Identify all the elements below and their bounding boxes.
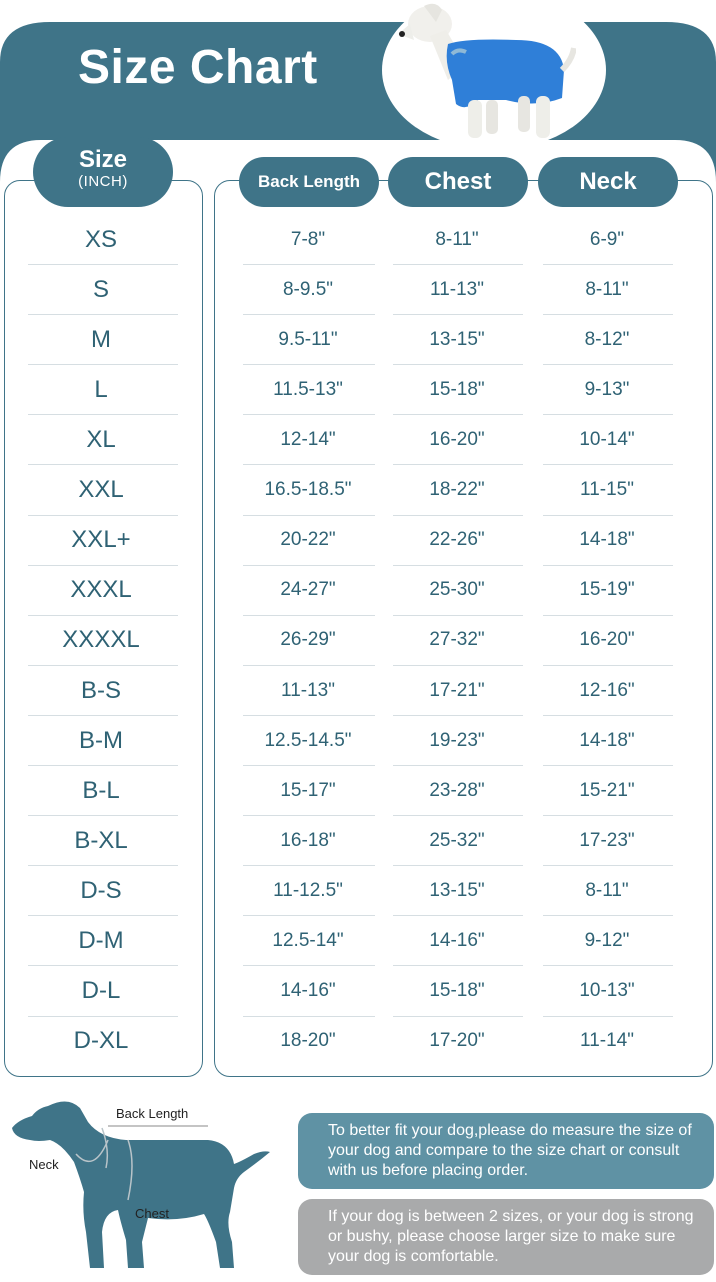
back-length-label: Back Length (116, 1106, 189, 1121)
row-divider (393, 414, 523, 415)
row-divider (393, 314, 523, 315)
size-cell: B-M (79, 726, 123, 754)
size-cell: B-S (80, 676, 121, 704)
size-cell: D-L (81, 977, 121, 1005)
neck-cell: 15-21" (579, 779, 635, 801)
row-divider (393, 765, 523, 766)
row-divider (543, 364, 673, 365)
chest-cell: 16-20" (429, 429, 485, 450)
back-length-cell: 26-29" (280, 629, 336, 651)
back-length-cell: 12.5-14.5" (264, 729, 352, 751)
row-divider (243, 565, 375, 566)
row-divider (543, 815, 673, 816)
row-divider (543, 765, 673, 766)
back-length-cell: 15-17" (280, 779, 336, 801)
row-divider (243, 414, 375, 415)
neck-cell: 10-13" (579, 980, 635, 1002)
back-length-cell: 12.5-14" (272, 930, 344, 951)
row-divider (28, 414, 178, 415)
row-divider (28, 715, 178, 716)
chest-cell: 25-30" (429, 579, 485, 601)
row-divider (393, 865, 523, 866)
between-sizes-note: If your dog is between 2 sizes, or your dog is strong or bushy, please choose larger size to make sure your dog is comfortable. (298, 1199, 714, 1275)
mannequin-dog-shirt-image (396, 0, 576, 150)
row-divider (243, 965, 375, 966)
chest-header: Chest (388, 157, 528, 207)
neck-cell: 8-11" (585, 278, 629, 300)
row-divider (393, 515, 523, 516)
row-divider (243, 665, 375, 666)
row-divider (393, 615, 523, 616)
row-divider (543, 515, 673, 516)
chest-cell: 25-32" (429, 829, 485, 851)
back-length-cell: 9.5-11" (278, 328, 338, 350)
neck-cell: 8-11" (585, 879, 629, 901)
row-divider (243, 515, 375, 516)
neck-label: Neck (29, 1157, 59, 1172)
size-cell: L (94, 375, 108, 403)
row-divider (28, 464, 178, 465)
chest-cell: 15-18" (429, 980, 485, 1002)
row-divider (543, 565, 673, 566)
row-divider (543, 715, 673, 716)
row-divider (28, 314, 178, 315)
size-cell: XL (86, 426, 116, 453)
fit-tip-note: To better fit your dog,please do measure the size of your dog and compare to the size chart or consult with us before placing order. (298, 1113, 714, 1189)
row-divider (543, 1016, 673, 1017)
chest-cell: 22-26" (429, 529, 485, 551)
row-divider (243, 765, 375, 766)
chest-cell: 14-16" (429, 930, 485, 951)
row-divider (28, 915, 178, 916)
row-divider (28, 665, 178, 666)
back-length-cell: 24-27" (280, 579, 336, 601)
row-divider (28, 865, 178, 866)
neck-cell: 17-23" (579, 829, 635, 851)
back-length-cell: 8-9.5" (282, 278, 334, 300)
back-length-cell: 16-18" (280, 829, 336, 851)
chest-cell: 17-21" (429, 679, 485, 701)
row-divider (28, 815, 178, 816)
chest-cell: 23-28" (429, 779, 485, 801)
row-divider (543, 615, 673, 616)
size-cell: D-XL (73, 1027, 129, 1055)
chest-cell: 13-15" (429, 879, 485, 901)
size-cell: XXL+ (71, 526, 131, 554)
row-divider (543, 264, 673, 265)
size-cell: M (91, 325, 111, 353)
size-cell: XXXXL (62, 626, 140, 654)
row-divider (28, 515, 178, 516)
neck-cell: 9-13" (584, 378, 630, 400)
neck-cell: 6-9" (589, 228, 625, 250)
row-divider (393, 715, 523, 716)
row-divider (393, 815, 523, 816)
row-divider (28, 765, 178, 766)
neck-cell: 9-12" (584, 930, 630, 951)
neck-cell: 14-18" (579, 729, 635, 751)
row-divider (543, 665, 673, 666)
size-header (33, 137, 173, 207)
row-divider (393, 965, 523, 966)
size-cell: XS (84, 225, 117, 253)
size-cell: XXL (78, 476, 124, 504)
chest-cell: 8-11" (435, 228, 479, 250)
neck-cell: 11-14" (580, 1030, 634, 1052)
chest-label: Chest (135, 1206, 169, 1221)
row-divider (543, 915, 673, 916)
back-length-cell: 18-20" (280, 1030, 336, 1052)
back-length-header: Back Length (239, 157, 379, 207)
row-divider (393, 264, 523, 265)
row-divider (243, 314, 375, 315)
neck-cell: 14-18" (579, 529, 635, 551)
row-divider (243, 464, 375, 465)
neck-cell: 11-15" (580, 479, 634, 501)
chest-cell: 27-32" (429, 629, 485, 651)
neck-cell: 8-12" (584, 328, 630, 350)
row-divider (28, 1016, 178, 1017)
size-cell: D-S (80, 876, 122, 904)
back-length-cell: 16.5-18.5" (264, 479, 352, 501)
back-length-cell: 11-13" (281, 679, 335, 701)
row-divider (243, 1016, 375, 1017)
row-divider (28, 565, 178, 566)
row-divider (543, 464, 673, 465)
row-divider (28, 364, 178, 365)
row-divider (243, 615, 375, 616)
row-divider (543, 314, 673, 315)
neck-cell: 15-19" (579, 579, 635, 601)
chest-cell: 13-15" (429, 328, 485, 350)
back-length-cell: 14-16" (280, 980, 336, 1002)
chest-cell: 15-18" (429, 378, 485, 400)
row-divider (393, 665, 523, 666)
chest-cell: 11-13" (430, 278, 484, 300)
size-header-label: Size (78, 146, 128, 173)
row-divider (393, 915, 523, 916)
size-unit-label: (INCH) (78, 173, 128, 190)
row-divider (28, 965, 178, 966)
row-divider (243, 815, 375, 816)
size-cell: XXXL (70, 576, 132, 604)
row-divider (393, 565, 523, 566)
row-divider (28, 264, 178, 265)
row-divider (393, 464, 523, 465)
row-divider (243, 264, 375, 265)
chest-cell: 18-22" (429, 479, 485, 501)
size-cell: B-L (82, 776, 120, 804)
back-length-cell: 11-12.5" (273, 879, 343, 901)
size-cell: D-M (78, 927, 124, 954)
chest-cell: 17-20" (429, 1030, 485, 1052)
row-divider (28, 615, 178, 616)
row-divider (543, 965, 673, 966)
row-divider (243, 715, 375, 716)
neck-cell: 12-16" (579, 679, 635, 701)
row-divider (543, 414, 673, 415)
size-cell: B-XL (74, 826, 128, 854)
row-divider (543, 865, 673, 866)
neck-cell: 10-14" (579, 429, 635, 450)
page-title: Size Chart (78, 41, 318, 94)
size-cell: S (92, 275, 109, 303)
row-divider (393, 1016, 523, 1017)
row-divider (243, 364, 375, 365)
row-divider (243, 915, 375, 916)
row-divider (243, 865, 375, 866)
back-length-cell: 7-8" (290, 228, 326, 250)
back-length-cell: 12-14" (280, 429, 336, 450)
back-length-cell: 11.5-13" (273, 378, 343, 400)
back-length-cell: 20-22" (280, 529, 336, 551)
row-divider (393, 364, 523, 365)
chest-cell: 19-23" (429, 729, 485, 751)
neck-cell: 16-20" (579, 629, 635, 651)
neck-header: Neck (538, 157, 678, 207)
